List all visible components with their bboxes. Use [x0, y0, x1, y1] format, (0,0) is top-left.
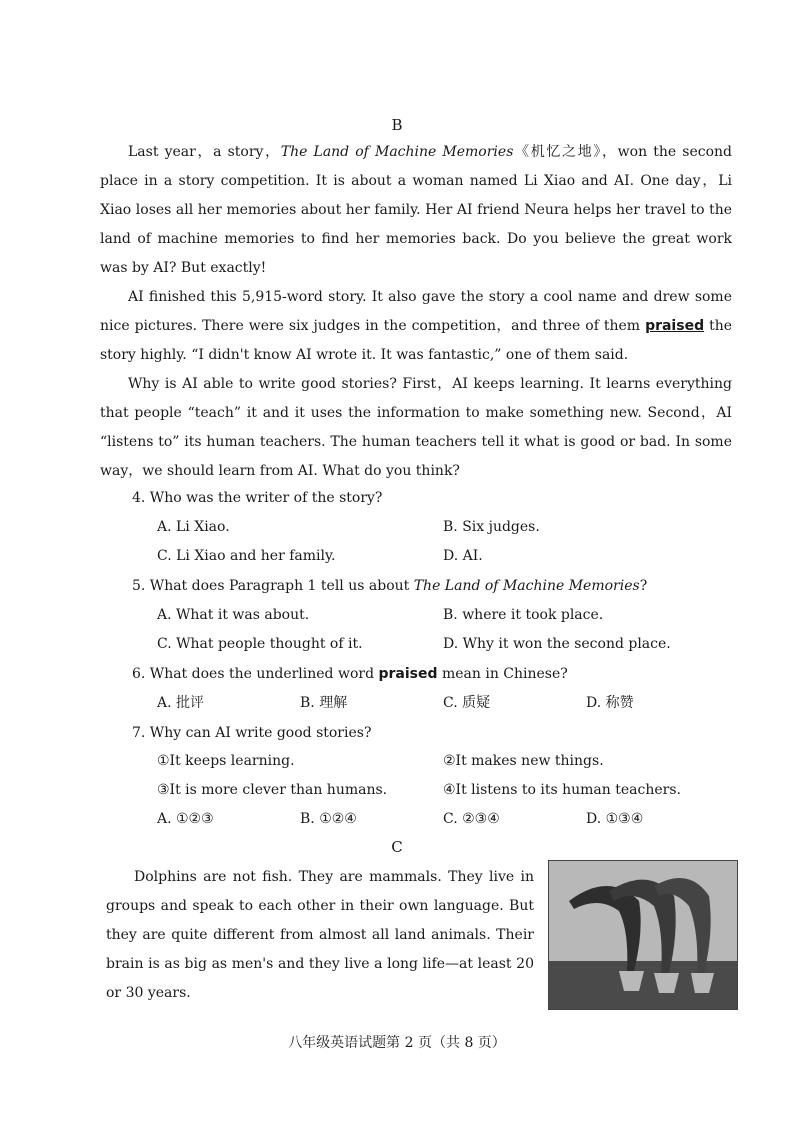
page-footer: 八年级英语试题第 2 页（共 8 页）: [288, 1035, 506, 1051]
question-7: 7. Why can AI write good stories?: [132, 725, 372, 741]
q7-option-b: B. ①②④: [300, 811, 357, 827]
dolphins-photo: [548, 860, 738, 1010]
q4-option-a: A. Li Xiao.: [157, 519, 230, 535]
q4-option-c: C. Li Xiao and her family.: [157, 548, 336, 564]
story-title: The Land of Machine Memories: [280, 144, 514, 160]
passage-c-paragraph-1: Dolphins are not fish. They are mammals. They live in groups and speak to each other in their own language. But they are quite different from almost all land animals. Their brain is as big as men's and they live a long life—at least 20 or 30 years.: [106, 869, 534, 1001]
q6-option-d: D. 称赞: [586, 695, 634, 711]
q7-statement-4: ④It listens to its human teachers.: [443, 782, 681, 798]
passage-c: [106, 863, 534, 1008]
passage-b-paragraph-3: Why is AI able to write good stories? First，AI keeps learning. It learns everything that people “teach” it and it uses the information to make something new. Second，AI “listens to” its human teachers. The human teachers tell it what is good or bad. In some way，we should learn from AI. What do you think?: [100, 376, 732, 479]
q6-option-a: A. 批评: [157, 695, 205, 711]
passage-b-paragraph-2: AI finished this 5,915-word story. It also gave the story a cool name and drew some nice pictures. There were six judges in the competition，and three of them praised the story highly. “I didn't know AI wrote it. It was fantastic,” one of them said.: [100, 289, 733, 363]
q5-option-c: C. What people thought of it.: [157, 636, 363, 652]
q5-option-a: A. What it was about.: [157, 607, 310, 623]
q5-option-d: D. Why it won the second place.: [443, 636, 671, 652]
question-4: 4. Who was the writer of the story?: [132, 490, 383, 506]
q7-statement-1: ①It keeps learning.: [157, 753, 295, 769]
q7-statement-2: ②It makes new things.: [443, 753, 604, 769]
q7-statement-3: ③It is more clever than humans.: [157, 782, 388, 798]
q7-option-d: D. ①③④: [586, 811, 644, 827]
q7-option-a: A. ①②③: [157, 811, 214, 827]
section-c-label: C: [391, 838, 403, 856]
q4-option-d: D. AI.: [443, 548, 483, 564]
question-5: 5. What does Paragraph 1 tell us about The Land of Machine Memories?: [132, 578, 648, 594]
underlined-word: praised: [645, 318, 705, 334]
passage-b-paragraph-1: Last year，a story，The Land of Machine Memories《机忆之地》，won the second place in a story competition. It is about a woman named Li Xiao and AI. One day，Li Xiao loses all her memories about her family. Her AI friend Neura helps her travel to the land of machine memories to find her memories back. Do you believe the great work was by AI? But exactly!: [100, 144, 732, 276]
q6-option-b: B. 理解: [300, 695, 348, 711]
q7-option-c: C. ②③④: [443, 811, 500, 827]
q6-option-c: C. 质疑: [443, 695, 491, 711]
q4-option-b: B. Six judges.: [443, 519, 540, 535]
section-b-label: B: [391, 116, 403, 134]
q5-option-b: B. where it took place.: [443, 607, 604, 623]
question-6: 6. What does the underlined word praised mean in Chinese?: [132, 666, 568, 682]
passage-b: [100, 138, 732, 486]
dolphins-illustration: [549, 861, 737, 1009]
